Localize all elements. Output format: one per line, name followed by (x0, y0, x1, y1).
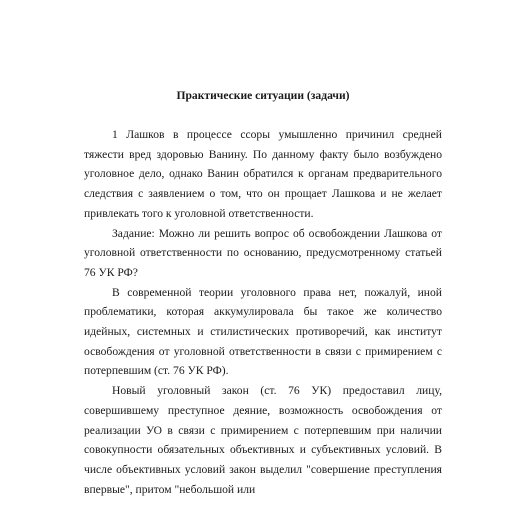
paragraph-theory: В современной теории уголовного права нет, пожалуй, иной проблематики, которая аккумулировала бы такое же количество идейных, системных и стилистических противоречий, как институт освобождения от уголовной ответственности в связи с примирением с потерпевшим (ст. 76 УК РФ). (84, 285, 442, 378)
document-title: Практические ситуации (задачи) (176, 89, 350, 102)
paragraph-new-law: Новый уголовный закон (ст. 76 УК) предоставил лицу, совершившему преступное деяние, возможность освобождения от реализации УО в связи с примирением с потерпевшим при наличии совокупности обязательных объективных и субъективных условий. В числе объективных условий закон выделил "совершение преступления впервые", притом "небольшой или (84, 384, 442, 496)
paragraph-case-description: 1 Лашков в процессе ссоры умышленно причинил средней тяжести вред здоровью Ванину. По данному факту было возбуждено уголовное дело, однако Ванин обратился к органам предварительного следствия с заявлением о том, что он прощает Лашкова и не желает привлекать того к уголовной ответственности. (84, 128, 442, 220)
paragraph-task: Задание: Можно ли решить вопрос об освобождении Лашкова от уголовной ответственности по основанию, предусмотренному статьей 76 УК РФ? (84, 226, 442, 279)
